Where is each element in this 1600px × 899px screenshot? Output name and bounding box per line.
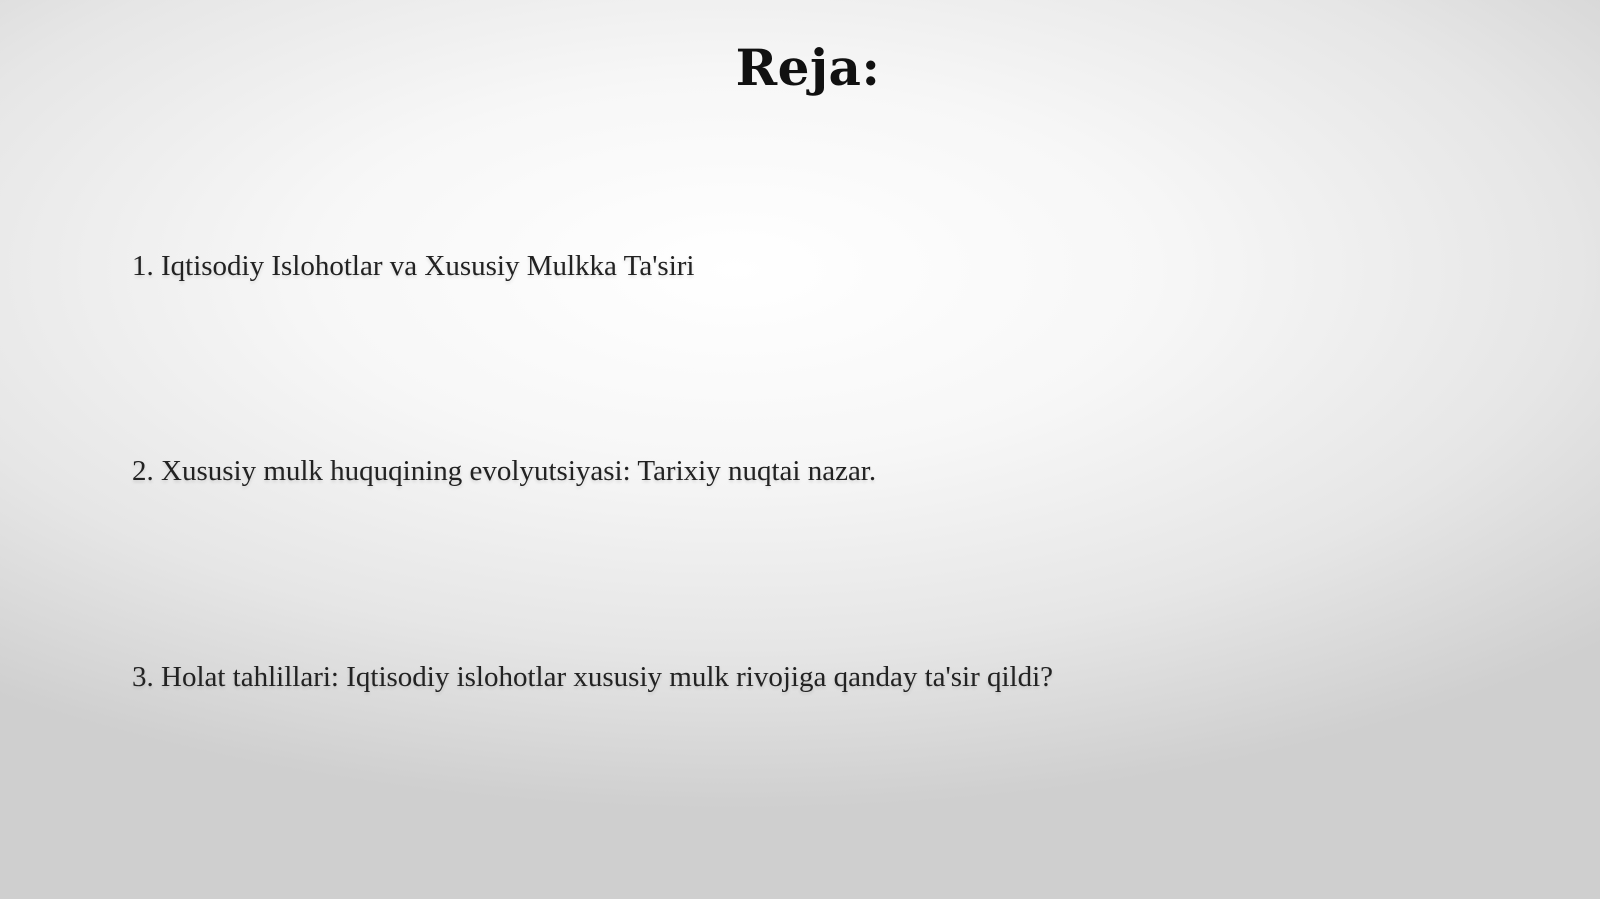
plan-item-3: 3. Holat tahlillari: Iqtisodiy islohotlar xususiy mulk rivojiga qanday ta'sir qildi?: [132, 661, 1054, 693]
slide-title: Reja:: [735, 38, 881, 97]
plan-item-1: 1. Iqtisodiy Islohotlar va Xususiy Mulkka Ta'siri: [132, 250, 695, 282]
plan-item-2: 2. Xususiy mulk huquqining evolyutsiyasi: Tarixiy nuqtai nazar.: [132, 455, 877, 487]
